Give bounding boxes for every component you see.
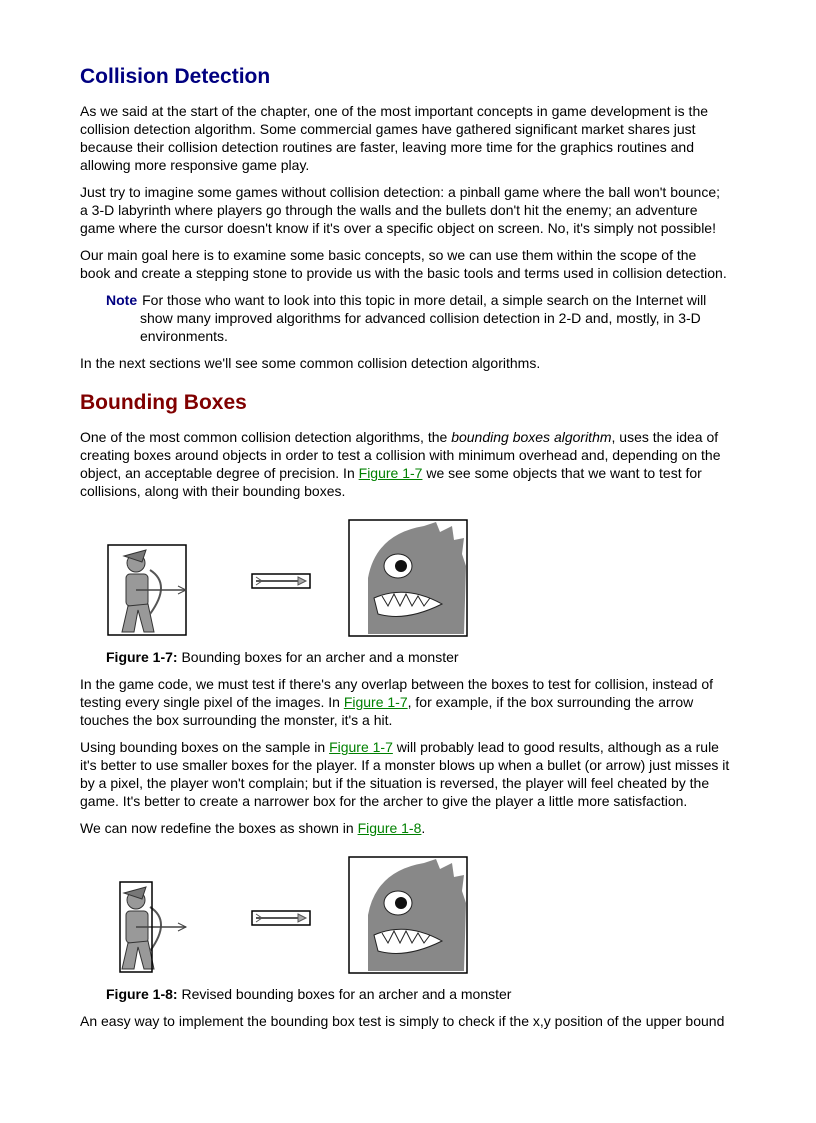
figure-label: Figure 1-7:	[106, 649, 178, 665]
section-title-bounding-boxes: Bounding Boxes	[80, 391, 247, 414]
figure-1-7-link[interactable]: Figure 1-7	[343, 694, 408, 710]
paragraph: In the next sections we'll see some common collision detection algorithms.	[80, 355, 541, 371]
paragraph: Our main goal here is to examine some basic concepts, so we can use them within the scope of the book and create a stepping stone to provide us with the basic tools and terms used in collision detection.	[80, 247, 727, 281]
paragraph: As we said at the start of the chapter, one of the most important concepts in game development is the collision detection algorithm. Some commercial games have gathered significant market shares just because their collision detection routines are faster, leaving more time for the graphics routines and allowing more responsive game play.	[80, 103, 709, 173]
figure-1-7-link[interactable]: Figure 1-7	[358, 465, 423, 481]
note-text: environments.	[140, 328, 228, 344]
figure-1-8-caption: Figure 1-8: Revised bounding boxes for an archer and a monster	[106, 986, 512, 1002]
term-emphasis: bounding boxes algorithm	[451, 429, 612, 445]
paragraph: In the game code, we must test if there's any overlap between the boxes to test for collision, instead of testing every single pixel of the images. In Figure 1-7, for example, if the box surrounding the arrow touches the box surrounding the monster, it's a hit.	[80, 676, 714, 728]
note-block	[106, 291, 730, 345]
figure-1-8-link[interactable]: Figure 1-8	[357, 820, 422, 836]
figure-1-8-illustration	[106, 855, 526, 985]
figure-1-8	[106, 855, 730, 985]
section-title-collision-detection: Collision Detection	[80, 65, 271, 88]
paragraph: Just try to imagine some games without collision detection: a pinball game where the ball won't bounce; a 3-D labyrinth where players go through the walls and the bullets don't hit the enemy; an adventure game where the cursor doesn't know if it's over a specific object on screen. No, it's simply not possible!	[80, 184, 721, 236]
figure-1-7-link[interactable]: Figure 1-7	[329, 739, 393, 755]
document-page	[80, 62, 730, 1030]
paragraph: One of the most common collision detection algorithms, the bounding boxes algorithm, uses the idea of creating boxes around objects in order to test a collision with minimum overhead and, depending on the object, an acceptable degree of precision. In Figure 1-7 we see some objects that we want to test for collisions, along with their bounding boxes.	[80, 429, 721, 499]
archer-sprite	[122, 887, 186, 969]
note-label: Note	[106, 292, 138, 308]
paragraph: Using bounding boxes on the sample in Figure 1-7 will probably lead to good results, although as a rule it's better to use smaller boxes for the player. If a monster blows up when a bullet (or arrow) just misses it by a pixel, the player won't complain; but if the situation is reversed, the player will feel cheated by the game. It's better to create a narrower box for the archer to give the player a little more satisfaction.	[80, 739, 730, 809]
figure-1-7	[106, 518, 730, 648]
paragraph: We can now redefine the boxes as shown in Figure 1-8.	[80, 820, 426, 836]
note-text: For those who want to look into this topic in more detail, a simple search on the Internet will	[142, 292, 707, 308]
note-text: show many improved algorithms for advanced collision detection in 2-D and, mostly, in 3-D	[140, 310, 701, 326]
figure-label: Figure 1-8:	[106, 986, 178, 1002]
figure-1-7-caption: Figure 1-7: Bounding boxes for an archer and a monster	[106, 649, 459, 665]
paragraph: An easy way to implement the bounding box test is simply to check if the x,y position of the upper bound	[80, 1013, 725, 1029]
figure-1-7-illustration	[106, 518, 526, 648]
